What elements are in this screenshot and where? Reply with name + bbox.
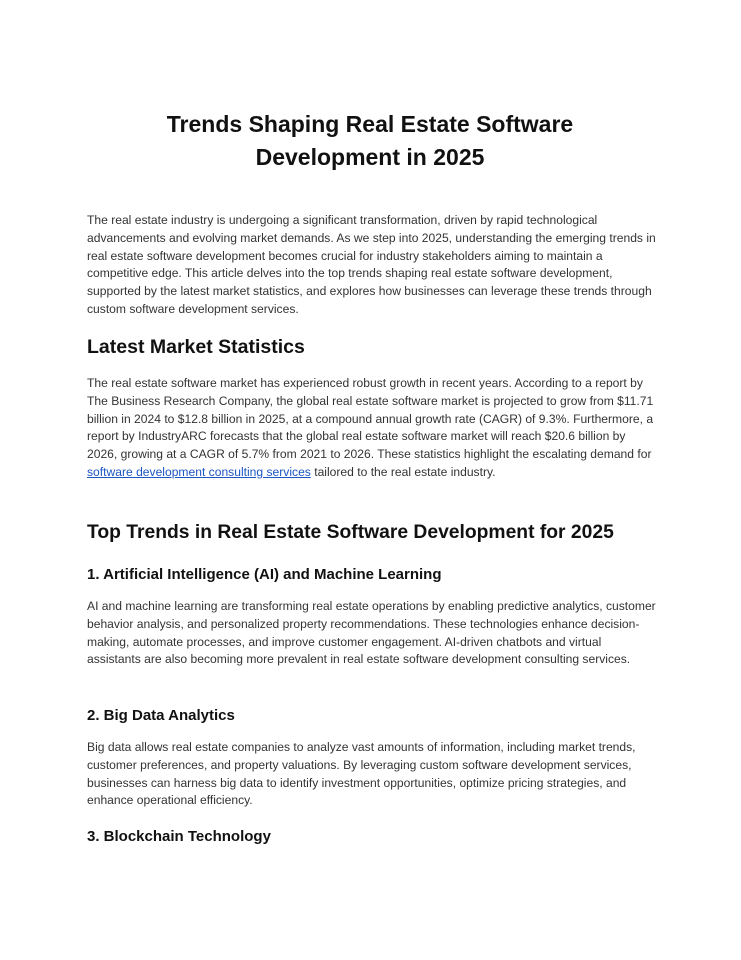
stats-text-before: The real estate software market has experienced robust growth in recent years. According to a report by The Business Research Company, the global real estate software market is projected to grow from $11.71 billion in 2024 to $12.8 billion in 2025, at a compound annual growth rate (CAGR) of 9.3%. Furthermore, a report by IndustryARC forecasts that the global real estate software market will reach $20.6 billion by 2026, growing at a CAGR of 5.7% from 2021 to 2026. These statistics highlight the escalating demand for — [87, 376, 654, 462]
trend-title-blockchain: 3. Blockchain Technology — [87, 828, 271, 845]
stats-text-after: tailored to the real estate industry. — [310, 464, 496, 479]
trend-body-big-data: Big data allows real estate companies to analyze vast amounts of information, including market trends, customer preferences, and property valuations. By leveraging custom software development services, businesses can harness big data to identify investment opportunities, optimize pricing strategies, and enhance operational efficiency. — [87, 740, 636, 808]
section-heading-market-statistics: Latest Market Statistics — [87, 336, 305, 358]
trend-body-ai: AI and machine learning are transforming real estate operations by enabling predictive analytics, customer behavior analysis, and personalized property recommendations. These technologies enhance decision-making, automate processes, and improve customer engagement. AI-driven chatbots and virtual assistants are also becoming more prevalent in real estate software development consulting services. — [87, 599, 656, 667]
market-statistics-paragraph — [87, 375, 657, 482]
section-heading-top-trends: Top Trends in Real Estate Software Development for 2025 — [87, 522, 614, 543]
trend-title-big-data: 2. Big Data Analytics — [87, 707, 235, 724]
trend-title-ai: 1. Artificial Intelligence (AI) and Machine Learning — [87, 566, 442, 583]
consulting-services-link[interactable]: software development consulting services — [87, 464, 311, 479]
intro-paragraph: The real estate industry is undergoing a significant transformation, driven by rapid technological advancements and evolving market demands. As we step into 2025, understanding the emerging trends in real estate software development becomes crucial for industry stakeholders aiming to maintain a competitive edge. This article delves into the top trends shaping real estate software development, supported by the latest market statistics, and explores how businesses can leverage these trends through custom software development services. — [87, 213, 656, 316]
page-title: Trends Shaping Real Estate Software Development in 2025 — [166, 111, 574, 170]
